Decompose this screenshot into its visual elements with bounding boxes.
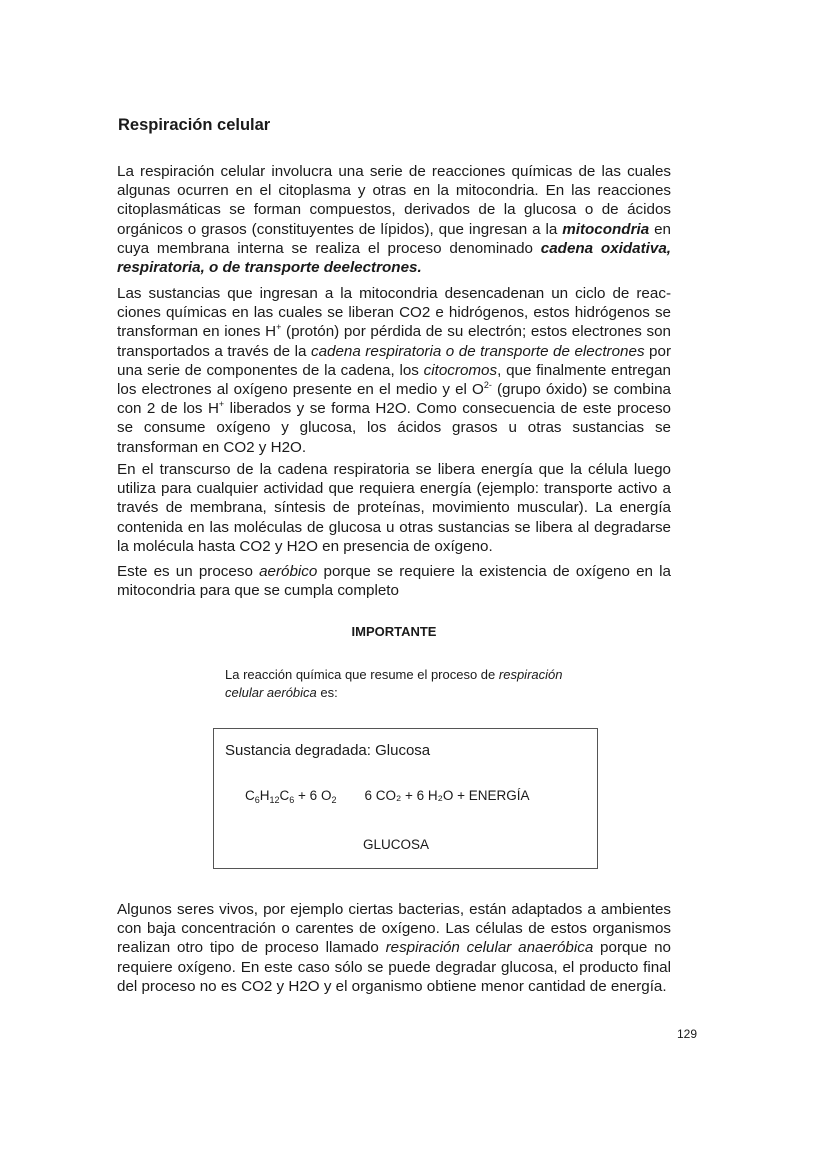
term-respiracion-anaerobica: respiración celular anaeróbica	[385, 939, 594, 957]
p2-text-3: por una serie de componentes de la cadena, los	[117, 342, 672, 379]
eq-h-sub: 12	[269, 795, 280, 805]
superscript-plus-2: +	[218, 399, 225, 410]
term-aerobico: aeróbico	[259, 563, 318, 580]
substance-label: Sustancia degradada: Glucosa	[225, 742, 431, 759]
superscript-plus: +	[276, 322, 282, 333]
term-citocromos: citocromos	[423, 361, 498, 379]
p5-text-1: Algunos seres vivos, por ejemplo ciertas bacterias, están adaptados a ambientes con baja concentración o carentes de oxígeno. Las células de estos organismos realizan otro tipo de proceso llamado	[117, 901, 671, 957]
page-number: 129	[677, 1027, 698, 1041]
p4-text-2: porque se requiere la existencia de oxígeno en la mitocondria para que se cumpla completo	[117, 563, 672, 600]
eq-c-sub: 6	[254, 795, 260, 805]
p2-text-5: (grupo óxido) se combina con 2 de los H	[117, 381, 671, 418]
chemical-equation	[245, 788, 530, 803]
paragraph-1	[117, 162, 671, 277]
p2-text-1: Las sustancias que ingresan a la mitocondria desencadenan un ciclo de reacciones químicas en las cuales se liberan CO2 e hidrógenos, estos hidrógenos se transforman en iones H	[117, 285, 671, 341]
eq-oxygen: + 6 O	[294, 788, 332, 803]
superscript-2minus: 2-	[483, 380, 492, 391]
eq-products: 6 CO₂ + 6 H₂O + ENERGÍA	[364, 788, 530, 803]
eq-o-sub: 2	[331, 795, 337, 805]
p1-text-2: en cuya membrana interna se realiza el proceso denominado	[117, 220, 671, 257]
eq-h: H	[259, 788, 270, 803]
p2-text-4: , que finalmente entregan los electrones al oxígeno presente en el medio y el O	[117, 361, 671, 399]
term-mitocondria: mitocondria	[562, 220, 650, 238]
eq-c2-sub: 6	[289, 795, 295, 805]
term-respiracion-aerobica: respiración celular aeróbica	[225, 667, 563, 700]
section-title: Respiración celular	[118, 116, 271, 134]
intro-text-2: es:	[316, 684, 338, 700]
paragraph-3: En el transcurso de la cadena respiratoria se libera energía que la célula luego utiliza para cualquier actividad que requiera energía (ejemplo: transporte activo a través de membrana, síntesis de proteínas, movimiento muscular). La energía contenida en las moléculas de glucosa u otras sustancias se libera al degradarse la molécula hasta CO2 y H2O en presencia de oxígeno.	[117, 461, 671, 555]
p2-text-6: liberados y se forma H2O. Como consecuencia de este proceso se consume oxígeno y glucosa, los ácidos grasos u otras sustancias se transforman en CO2 y H2O.	[117, 400, 672, 456]
reaction-intro	[225, 666, 577, 701]
paragraph-2	[117, 284, 671, 457]
intro-text-1: La reacción química que resume el proceso de	[225, 667, 499, 682]
p5-text-2: porque no requiere oxígeno. En este caso sólo se puede degradar glucosa, el producto final del proceso no es CO2 y H2O y el organismo obtiene menor cantidad de energía.	[117, 939, 671, 995]
p1-text-1: La respiración celular involucra una serie de reacciones químicas de las cuales algunas ocurren en el citoplasma y otras en la mitocondria. En las reacciones citoplasmáticas se forman compuestos, derivados de la glucosa o de ácidos orgánicos o grasos (constituyentes de lípidos), que ingresan a la	[117, 163, 671, 238]
reaction-box	[213, 728, 598, 869]
term-cadena-respiratoria: cadena respiratoria o de transporte de electrones	[310, 342, 645, 360]
term-cadena-oxidativa: cadena oxidativa, respiratoria, o de transporte deelectrones.	[117, 239, 671, 277]
eq-c: C	[245, 788, 255, 803]
p4-text-1: Este es un proceso	[117, 563, 260, 580]
important-heading: IMPORTANTE	[351, 624, 437, 639]
eq-c2: C	[279, 788, 290, 803]
p2-text-2: (protón) por pérdida de su electrón; estos electrones son transportados a través de la	[117, 323, 671, 360]
paragraph-5	[117, 900, 671, 996]
paragraph-4	[117, 562, 671, 600]
glucosa-label: GLUCOSA	[363, 837, 430, 852]
